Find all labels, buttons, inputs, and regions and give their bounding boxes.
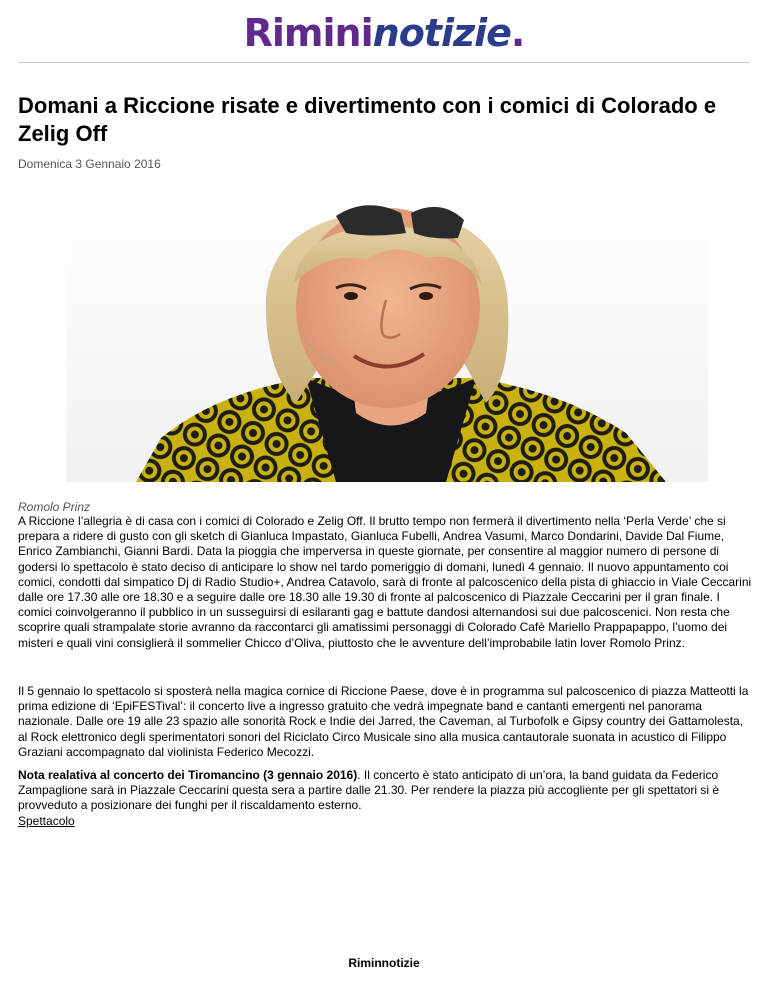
article-photo [66, 188, 708, 482]
note-text: . Il concerto è stato anticipato di un’ora, la band guidata da Federico Zampaglione sarà in Piazzale Ceccarini questa sera a partire dalle 21.30. Per rendere la piazza più accogliente per gli spettatori si è provveduto a posizionare dei funghi per il riscaldamento esterno. [18, 768, 720, 813]
header-divider [18, 62, 750, 63]
article-paragraph-2: Il 5 gennaio lo spettacolo si sposterà nella magica cornice di Riccione Paese, dove è in programma sul palcoscenico di piazza Matteotti la prima edizione di ‘EpiFESTival’: il concerto live a ingresso gratuito che vedrà impegnate band e cantanti emergenti nel panorama nazionale. Dalle ore 19 alle 23 spazio alle sonorità Rock e Indie dei Jarred, the Caveman, al Turbofolk e Gipsy country dei Gattamolesta, al Rock elettronico degli sperimentatori sonori del Riciclato Circo Musicale sino alla musica cantautorale suonata in acustico di Filippo Graziani accompagnato dal violinista Federico Mecozzi. [18, 684, 749, 759]
site-logo[interactable] [0, 10, 768, 56]
category-link[interactable]: Spettacolo [18, 813, 75, 828]
comedian-photo-illustration [66, 188, 708, 482]
note-heading: Nota realativa al concerto dei Tiromancino (3 gennaio 2016) [18, 768, 358, 782]
article-title: Domani a Riccione risate e divertimento con i comici di Colorado e Zelig Off [18, 93, 717, 146]
logo-part-1: Rimini [243, 11, 373, 55]
article-paragraph-1: A Riccione l’allegria è di casa con i comici di Colorado e Zelig Off. Il brutto tempo non fermerà il divertimento nella ‘Perla Verde’ che si prepara a ridere di gusto con gli sketch di Gianluca Impastato, Gianluca Fubelli, Andrea Vasumi, Marco Dondarini, Davide Dal Fiume, Enrico Zambianchi, Gianni Bardi. Data la pioggia che imperversa in queste giornate, per consentire al maggior numero di persone di godersi lo spettacolo è stato deciso di anticipare lo show nel tardo pomeriggio di domani, lunedì 4 gennaio. Il nuovo appuntamento coi comici, condotti dal simpatico Dj di Radio Studio+, Andrea Catavolo, sarà di fronte al palcoscenico della pista di ghiaccio in Viale Ceccarini dalle ore 17.30 alle ore 18.30 e a seguire dalle ore 18.30 alle 19.30 di fronte al palcoscenico di Piazzale Ceccarini per il gran finale. I comici coinvolgeranno il pubblico in un susseguirsi di esilaranti gag e battute dandosi alternandosi sui due palcoscenici. Non resta che scoprire quali strampalate storie avranno da raccontarci gli amatissimi personaggi di Colorado Cafè Mariello Prappapappo, l’uomo dei misteri e quali vini consiglierà il sommelier Chicco d’Oliva, piuttosto che le avventure dell’improbabile latin lover Romolo Prinz. [18, 514, 752, 650]
logo-part-2: notizie [372, 11, 511, 55]
footer-site-name: Riminnotizie [348, 956, 420, 970]
article-date: Domenica 3 Gennaio 2016 [18, 157, 161, 171]
image-caption: Romolo Prinz [18, 500, 91, 514]
article-note [18, 768, 752, 829]
logo-dot: . [510, 11, 525, 55]
